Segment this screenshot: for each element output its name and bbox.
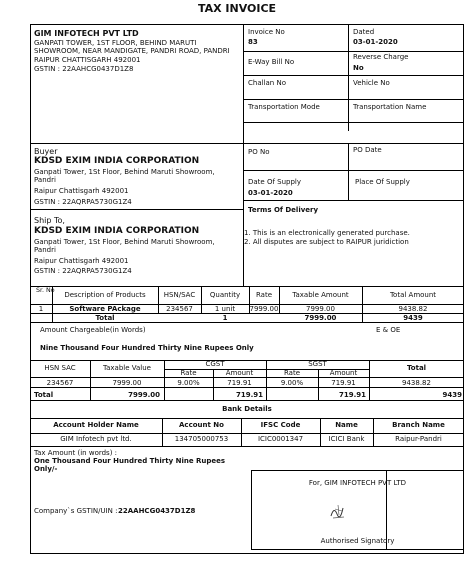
shipto-gstin: GSTIN : 22AQRPA5730G1Z4 <box>34 267 132 275</box>
buyer-gstin: GSTIN : 22AQRPA5730G1Z4 <box>34 198 132 206</box>
amount-words-label: Amount Chargeable(in Words) <box>40 326 146 334</box>
item-desc: Software PAckage <box>69 305 141 313</box>
invoice-no-label: Invoice No <box>248 28 285 36</box>
col-rate-header: Rate <box>255 291 273 299</box>
bank-account: 134705000753 <box>174 435 229 443</box>
tax-row-sgst-amount: 719.91 <box>331 379 356 387</box>
items-total-amount: 9439 <box>403 314 423 322</box>
buyer-address: Ganpati Tower, 1St Floor, Behind Maruti Showroom, <box>34 168 215 176</box>
seller-address-line: SHOWROOM, NEAR MANDIGATE, PANDRI ROAD, PANDRI <box>34 47 230 55</box>
cgst-rate-header: Rate <box>180 369 197 377</box>
tax-row-sgst-rate: 9.00% <box>280 379 304 387</box>
bank-account-header: Account No <box>179 421 224 429</box>
tax-total-cgst: 719.91 <box>235 391 263 399</box>
items-total-label: Total <box>95 314 115 322</box>
tax-total-amount: 9439 <box>442 391 462 399</box>
seller-address-line: RAIPUR CHATTISGARH 492001 <box>34 56 141 64</box>
col-qty-header: Quantity <box>209 291 241 299</box>
terms-line: 2. All disputes are subject to RAIPUR juridiction <box>244 238 409 246</box>
terms-label: Terms Of Delivery <box>248 206 319 214</box>
bank-ifsc-header: IFSC Code <box>260 421 301 429</box>
bank-title: Bank Details <box>222 405 272 413</box>
tax-row-taxable: 7999.00 <box>112 379 142 387</box>
item-total: 9438.82 <box>398 305 428 313</box>
bank-branch-header: Branch Name <box>392 421 445 429</box>
buyer-name: KDSD EXIM INDIA CORPORATION <box>34 156 200 166</box>
col-hsn-header: HSN/SAC <box>163 291 196 299</box>
tax-total-header: Total <box>406 364 427 372</box>
buyer-city: Raipur Chattisgarh 492001 <box>34 187 129 195</box>
item-rate: 7999.00 <box>249 305 279 313</box>
buyer-label: Buyer <box>34 147 58 156</box>
company-gstin: 22AAHCG0437D1Z8 <box>118 507 196 515</box>
shipto-city: Raipur Chattisgarh 492001 <box>34 257 129 265</box>
reverse-charge-value: No <box>353 64 364 72</box>
supply-date-value: 03-01-2020 <box>248 189 293 197</box>
buyer-address: Pandri <box>34 176 56 184</box>
col-sr-header: Sr. No <box>36 287 55 294</box>
bank-ifsc: ICIC0001347 <box>257 435 304 443</box>
tax-words: Only/- <box>34 465 58 473</box>
terms-line: 1. This is an electronically generated purchase. <box>244 229 410 237</box>
tax-row-hsn: 234567 <box>46 379 74 387</box>
bank-branch: Raipur-Pandri <box>395 435 442 443</box>
dated-value: 03-01-2020 <box>353 38 398 46</box>
tax-total-taxable: 7999.00 <box>128 391 160 399</box>
bank-name-header: Name <box>335 421 358 429</box>
supply-date-label: Date Of Supply <box>248 178 302 186</box>
seller-name: GIM INFOTECH PVT LTD <box>34 29 139 38</box>
transport-mode-label: Transportation Mode <box>248 103 320 111</box>
col-desc-header: Description of Products <box>64 291 146 299</box>
tax-row-cgst-amount: 719.91 <box>227 379 252 387</box>
sgst-amount-header: Amount <box>329 369 358 377</box>
po-no-label: PO No <box>248 148 270 156</box>
seller-gstin: GSTIN : 22AAHCG0437D1Z8 <box>34 65 134 73</box>
transport-name-label: Transportation Name <box>353 103 427 111</box>
shipto-address: Pandri <box>34 246 56 254</box>
col-total-header: Total Amount <box>389 291 437 299</box>
shipto-label: Ship To, <box>34 216 65 225</box>
supply-place-label: Place Of Supply <box>355 178 410 186</box>
tax-words: One Thousand Four Hundred Thirty Nine Rupees <box>34 457 226 465</box>
reverse-charge-label: Reverse Charge <box>353 53 409 61</box>
cgst-header: CGST <box>205 360 225 368</box>
tax-words-label: Tax Amount (in words) : <box>34 449 118 457</box>
dated-label: Dated <box>353 28 375 36</box>
tax-hsn-header: HSN SAC <box>44 364 76 372</box>
tax-total-label: Total <box>34 391 54 399</box>
bank-holder: GIM Infotech pvt ltd. <box>60 435 132 443</box>
item-taxable: 7999.00 <box>306 305 335 313</box>
cgst-amount-header: Amount <box>225 369 254 377</box>
bank-holder-header: Account Holder Name <box>53 421 139 429</box>
challan-label: Challan No <box>248 79 286 87</box>
sgst-rate-header: Rate <box>283 369 301 377</box>
eoe-label: E & OE <box>376 326 401 334</box>
po-date-label: PO Date <box>353 146 382 154</box>
company-gstin-label: Company`s GSTIN/UIN : <box>34 507 118 515</box>
invoice-no-value: 83 <box>248 38 258 46</box>
vehicle-label: Vehicle No <box>353 79 390 87</box>
signature-stamp <box>329 502 347 520</box>
signatory-label: Authorised Signatory <box>320 537 395 545</box>
for-company: For, GIM INFOTECH PVT LTD <box>308 479 407 487</box>
item-sr: 1 <box>38 305 44 313</box>
sgst-header: SGST <box>308 360 327 368</box>
shipto-address: Ganpati Tower, 1St Floor, Behind Maruti Showroom, <box>34 238 215 246</box>
items-total-qty: 1 <box>222 314 228 322</box>
seller-address-line: GANPATI TOWER, 1ST FLOOR, BEHIND MARUTI <box>34 39 197 47</box>
col-taxable-header: Taxable Amount <box>292 291 349 299</box>
eway-bill-label: E-Way Bill No <box>248 58 295 66</box>
tax-total-sgst: 719.91 <box>338 391 366 399</box>
tax-row-total: 9438.82 <box>402 379 431 387</box>
tax-taxable-header: Taxable Value <box>103 364 151 372</box>
tax-row-cgst-rate: 9.00% <box>177 379 200 387</box>
items-total-taxable: 7999.00 <box>304 314 337 322</box>
item-qty: 1 unit <box>214 305 236 313</box>
bank-name: ICICI Bank <box>328 435 365 443</box>
page-title: TAX INVOICE <box>197 2 277 15</box>
item-hsn: 234567 <box>166 305 193 313</box>
shipto-name: KDSD EXIM INDIA CORPORATION <box>34 226 200 236</box>
amount-words: Nine Thousand Four Hundred Thirty Nine Rupees Only <box>40 344 254 352</box>
